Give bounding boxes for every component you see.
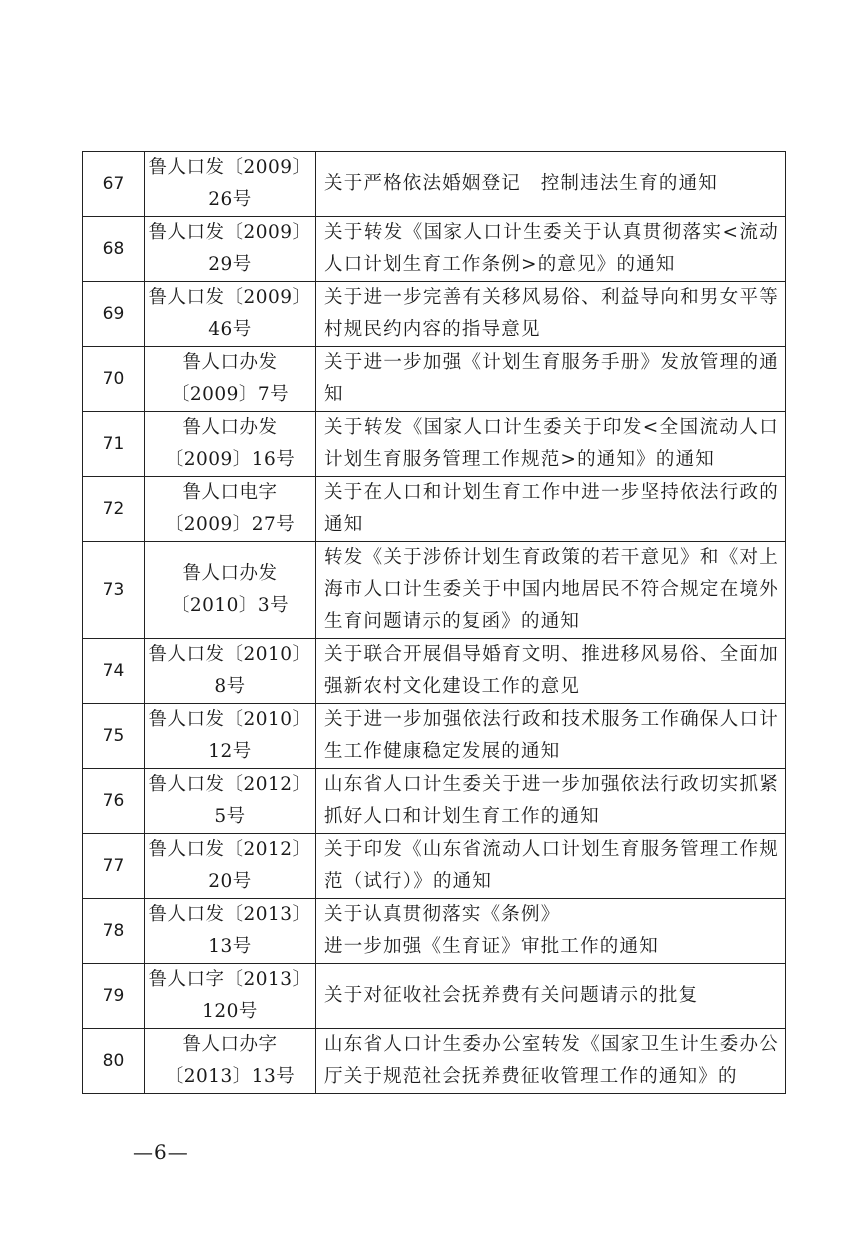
row-number: 77 [83,834,145,899]
row-number: 67 [83,152,145,217]
document-number: 鲁人口发〔2012〕 20号 [145,834,316,899]
table-row [83,834,786,899]
document-title: 关于印发《山东省流动人口计划生育服务管理工作规范（试行）》的通知 [316,834,786,899]
table-row [83,217,786,282]
table-row [83,704,786,769]
table-row [83,542,786,639]
document-title: 转发《关于涉侨计划生育政策的若干意见》和《对上海市人口计生委关于中国内地居民不符合规定在境外生育问题请示的复函》的通知 [316,542,786,639]
document-number: 鲁人口发〔2009〕 26号 [145,152,316,217]
document-title: 关于进一步加强《计划生育服务手册》发放管理的通知 [316,347,786,412]
row-number: 68 [83,217,145,282]
row-number: 80 [83,1029,145,1094]
document-number: 鲁人口办字 〔2013〕13号 [145,1029,316,1094]
document-title: 关于联合开展倡导婚育文明、推进移风易俗、全面加强新农村文化建设工作的意见 [316,639,786,704]
document-number: 鲁人口办发 〔2009〕7号 [145,347,316,412]
table-row [83,152,786,217]
document-title: 关于转发《国家人口计生委关于印发<全国流动人口计划生育服务管理工作规范>的通知》的通知 [316,412,786,477]
document-title: 关于认真贯彻落实《条例》 进一步加强《生育证》审批工作的通知 [316,899,786,964]
row-number: 76 [83,769,145,834]
document-title: 山东省人口计生委关于进一步加强依法行政切实抓紧抓好人口和计划生育工作的通知 [316,769,786,834]
table-row [83,1029,786,1094]
row-number: 73 [83,542,145,639]
page-number: —6— [133,1140,189,1164]
row-number: 74 [83,639,145,704]
table-row [83,412,786,477]
table-row [83,639,786,704]
document-number: 鲁人口发〔2010〕 12号 [145,704,316,769]
row-number: 78 [83,899,145,964]
table-row [83,769,786,834]
table-row [83,347,786,412]
table-row [83,899,786,964]
document-title: 关于进一步加强依法行政和技术服务工作确保人口计生工作健康稳定发展的通知 [316,704,786,769]
table-row [83,282,786,347]
row-number: 79 [83,964,145,1029]
table-row [83,477,786,542]
row-number: 75 [83,704,145,769]
document-number: 鲁人口发〔2009〕 46号 [145,282,316,347]
row-number: 72 [83,477,145,542]
document-table [82,151,786,1094]
document-number: 鲁人口发〔2013〕 13号 [145,899,316,964]
document-number: 鲁人口发〔2010〕 8号 [145,639,316,704]
document-number: 鲁人口字〔2013〕 120号 [145,964,316,1029]
row-number: 70 [83,347,145,412]
document-title: 关于进一步完善有关移风易俗、利益导向和男女平等村规民约内容的指导意见 [316,282,786,347]
document-number: 鲁人口发〔2009〕 29号 [145,217,316,282]
document-number: 鲁人口发〔2012〕 5号 [145,769,316,834]
document-title: 关于对征收社会抚养费有关问题请示的批复 [316,964,786,1029]
document-title: 关于在人口和计划生育工作中进一步坚持依法行政的通知 [316,477,786,542]
table-row [83,964,786,1029]
document-number: 鲁人口办发 〔2009〕16号 [145,412,316,477]
row-number: 69 [83,282,145,347]
document-number: 鲁人口办发 〔2010〕3号 [145,542,316,639]
document-title: 山东省人口计生委办公室转发《国家卫生计生委办公厅关于规范社会抚养费征收管理工作的通知》的 [316,1029,786,1094]
document-title: 关于严格依法婚姻登记 控制违法生育的通知 [316,152,786,217]
document-number: 鲁人口电字 〔2009〕27号 [145,477,316,542]
row-number: 71 [83,412,145,477]
document-title: 关于转发《国家人口计生委关于认真贯彻落实<流动人口计划生育工作条例>的意见》的通知 [316,217,786,282]
